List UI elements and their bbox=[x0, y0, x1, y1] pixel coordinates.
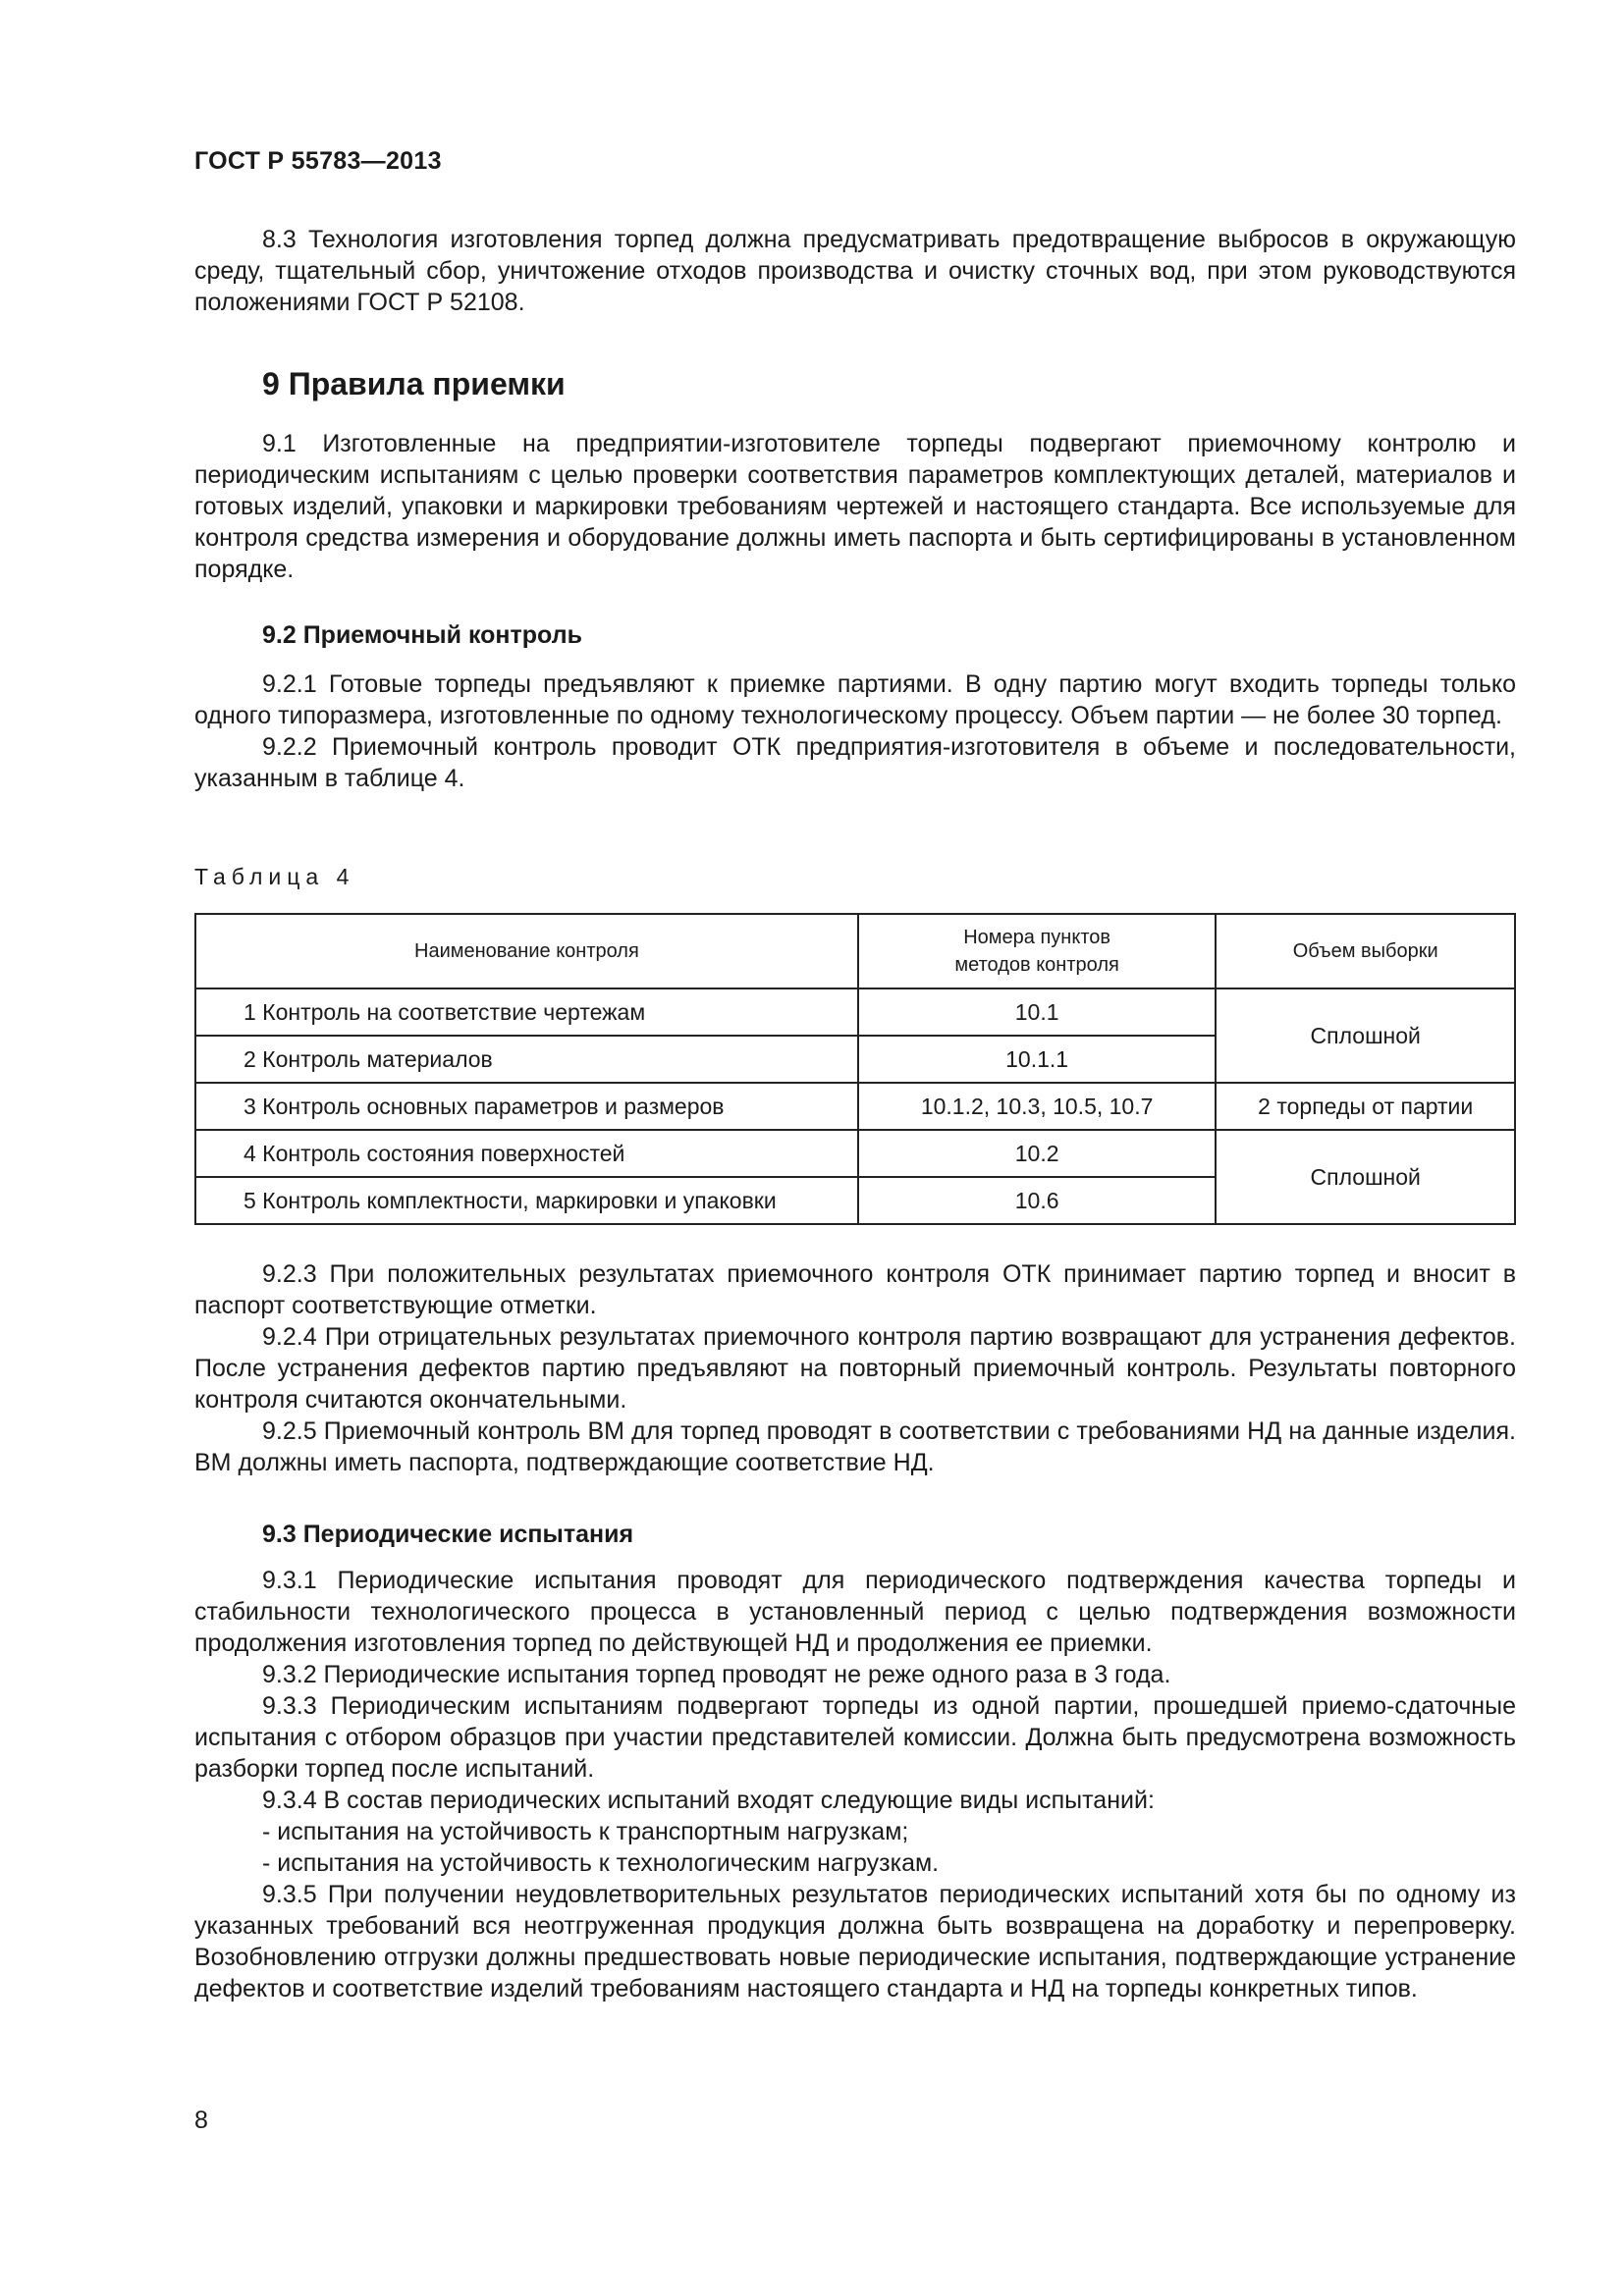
cell-name: 1 Контроль на соответствие чертежам bbox=[195, 988, 858, 1036]
subsection-title-9-2: 9.2 Приемочный контроль bbox=[262, 621, 582, 649]
page-number: 8 bbox=[194, 2107, 208, 2134]
paragraphs-9-2-3-to-9-2-5 bbox=[194, 1258, 1516, 1478]
list-item: - испытания на устойчивость к технологическим нагрузкам. bbox=[262, 1849, 940, 1877]
document-id: ГОСТ Р 55783—2013 bbox=[194, 147, 442, 175]
paragraph-text: 9.3.4 В состав периодических испытаний входят следующие виды испытаний: bbox=[262, 1787, 1155, 1814]
cell-name: 2 Контроль материалов bbox=[195, 1036, 858, 1083]
table-caption: Таблица 4 bbox=[194, 864, 355, 889]
cell-clause: 10.1 bbox=[858, 988, 1217, 1036]
paragraph-text: 9.1 Изготовленные на предприятии-изготовителе торпеды подвергают приемочному контролю и периодическим испытаниям с целью проверки соответствия параметров комплектующих деталей, материалов и готовых изделий, упаковки и маркировки требованиям чертежей и настоящего стандарта. Все используемые для контроля средства измерения и оборудование должны иметь паспорта и быть сертифицированы в установленном порядке. bbox=[194, 430, 1516, 583]
document-page bbox=[194, 0, 1516, 2296]
cell-clause: 10.1.2, 10.3, 10.5, 10.7 bbox=[858, 1083, 1217, 1130]
paragraph-text: 8.3 Технология изготовления торпед должна предусматривать предотвращение выбросов в окружающую среду, тщательный сбор, уничтожение отходов производства и очистку сточных вод, при этом руководствуются положениями ГОСТ Р 52108. bbox=[194, 226, 1516, 316]
cell-sample: 2 торпеды от партии bbox=[1216, 1083, 1515, 1130]
paragraph-text: 9.3.2 Периодические испытания торпед проводят не реже одного раза в 3 года. bbox=[262, 1661, 1171, 1688]
paragraph-text: 9.3.3 Периодическим испытаниям подвергают торпеды из одной партии, прошедшей приемо-сдаточные испытания с отбором образцов при участии представителей комиссии. Должна быть предусмотрена возможность разборки торпед после испытаний. bbox=[194, 1692, 1516, 1783]
cell-sample: Сплошной bbox=[1216, 988, 1515, 1083]
cell-clause: 10.1.1 bbox=[858, 1036, 1217, 1083]
header-cell-name: Наименование контроля bbox=[195, 914, 858, 988]
paragraphs-9-3 bbox=[194, 1565, 1516, 2004]
header-clause-text: Номера пунктов методов контроля bbox=[954, 927, 1119, 976]
cell-clause: 10.2 bbox=[858, 1130, 1217, 1177]
paragraph-8-3 bbox=[194, 224, 1516, 318]
paragraph-9-2-1 bbox=[194, 668, 1516, 794]
paragraph-text: 9.2.5 Приемочный контроль ВМ для торпед проводят в соответствии с требованиями НД на данные изделия. ВМ должны иметь паспорта, подтверждающие соответствие НД. bbox=[194, 1417, 1516, 1476]
paragraph-text: 9.3.5 При получении неудовлетворительных результатов периодических испытаний хотя бы по одному из указанных требований вся неотгруженная продукция должна быть возвращена на доработку и перепроверку. Возобновлению отгрузки должны предшествовать новые периодические испытания, подтверждающие устранение дефектов и соответствие изделий требованиям настоящего стандарта и НД на торпеды конкретных типов. bbox=[194, 1881, 1516, 2002]
paragraph-9-1 bbox=[194, 428, 1516, 585]
table-row bbox=[195, 988, 1515, 1036]
cell-name: 4 Контроль состояния поверхностей bbox=[195, 1130, 858, 1177]
section-title: 9 Правила приемки bbox=[262, 366, 566, 401]
paragraph-text: 9.2.4 При отрицательных результатах приемочного контроля партию возвращают для устранения дефектов. После устранения дефектов партию предъявляют на повторный приемочный контроль. Результаты повторного контроля считаются окончательными. bbox=[194, 1323, 1516, 1414]
table-header-row bbox=[195, 914, 1515, 988]
paragraph-text: 9.3.1 Периодические испытания проводят для периодического подтверждения качества торпеды и стабильности технологического процесса в установленный период с целью подтверждения возможности продолжения изготовления торпед по действующей НД и продолжения ее приемки. bbox=[194, 1567, 1516, 1657]
table-row bbox=[195, 1083, 1515, 1130]
paragraph-text: 9.2.3 При положительных результатах приемочного контроля ОТК принимает партию торпед и вносит в паспорт соответствующие отметки. bbox=[194, 1260, 1516, 1319]
table-row bbox=[195, 1130, 1515, 1177]
table-4 bbox=[194, 913, 1516, 1225]
paragraph-text: 9.2.2 Приемочный контроль проводит ОТК предприятия-изготовителя в объеме и последовательности, указанным в таблице 4. bbox=[194, 733, 1516, 792]
subsection-title-9-3: 9.3 Периодические испытания bbox=[262, 1521, 634, 1548]
paragraph-text: 9.2.1 Готовые торпеды предъявляют к приемке партиями. В одну партию могут входить торпеды только одного типоразмера, изготовленные по одному технологическому процессу. Объем партии — не более 30 торпед. bbox=[194, 670, 1516, 729]
cell-sample: Сплошной bbox=[1216, 1130, 1515, 1224]
cell-name: 5 Контроль комплектности, маркировки и упаковки bbox=[195, 1177, 858, 1224]
list-item: - испытания на устойчивость к транспортным нагрузкам; bbox=[262, 1818, 909, 1845]
cell-name: 3 Контроль основных параметров и размеров bbox=[195, 1083, 858, 1130]
header-cell-sample: Объем выборки bbox=[1216, 914, 1515, 988]
header-cell-clause bbox=[858, 914, 1217, 988]
cell-clause: 10.6 bbox=[858, 1177, 1217, 1224]
